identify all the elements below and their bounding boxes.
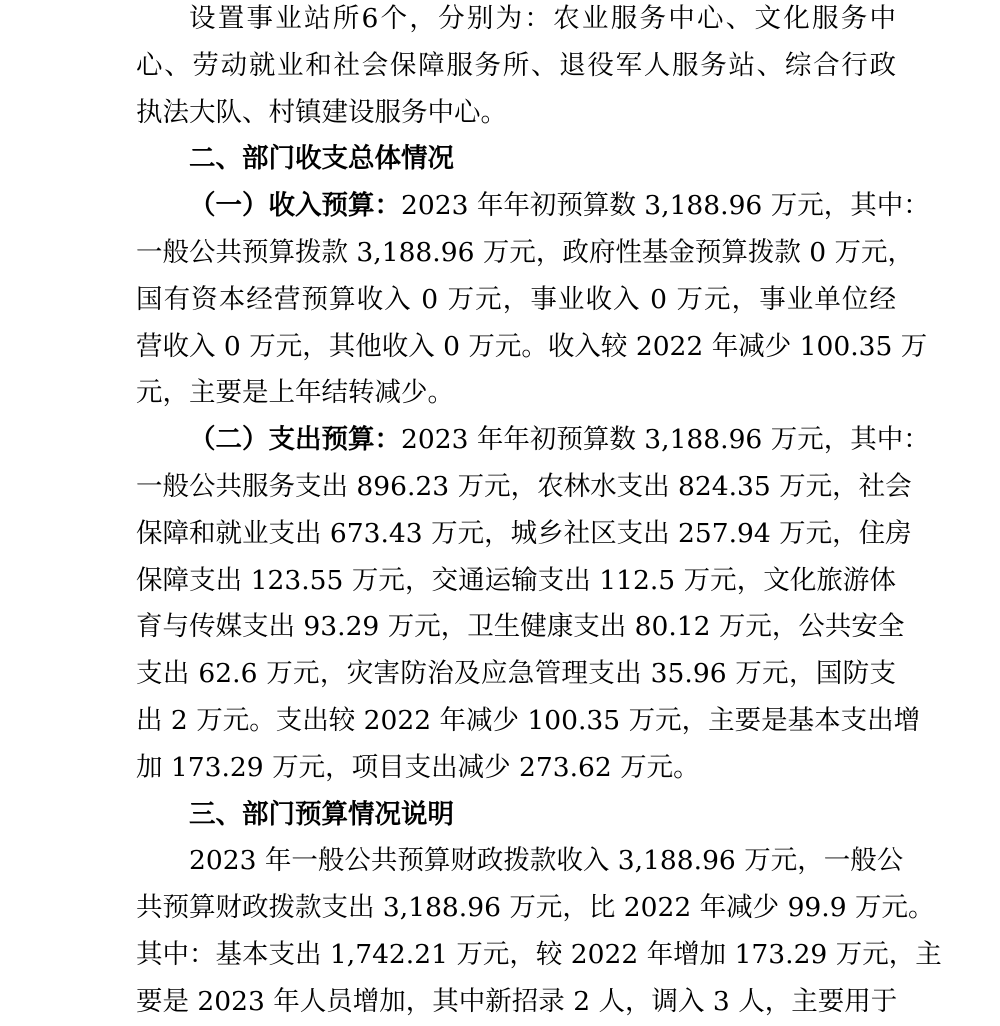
expense-line-4: 保障支出 123.55 万元，交通运输支出 112.5 万元，文化旅游体 xyxy=(136,564,896,596)
intro-line-1: 设置事业站所6个，分别为：农业服务中心、文化服务中 xyxy=(189,3,896,34)
income-line-1-text: 2023 年年初预算数 3,188.96 万元，其中： xyxy=(401,190,930,222)
expense-line-6: 支出 62.6 万元，灾害防治及应急管理支出 35.96 万元，国防支 xyxy=(136,658,896,690)
document-page xyxy=(136,0,942,1026)
budget-line-3: 其中：基本支出 1,742.21 万元，较 2022 年增加 173.29 万元，主 xyxy=(136,938,942,970)
income-line-3: 国有资本经营预算收入 0 万元，事业收入 0 万元，事业单位经 xyxy=(136,283,896,315)
income-line-4: 营收入 0 万元，其他收入 0 万元。收入较 2022 年减少 100.35 万 xyxy=(136,330,928,362)
expense-line-5: 育与传媒支出 93.29 万元，卫生健康支出 80.12 万元，公共安全 xyxy=(136,611,905,643)
expense-line-8: 加 173.29 万元，项目支出减少 273.62 万元。 xyxy=(136,751,700,783)
budget-line-4: 要是 2023 年人员增加，其中新招录 2 人，调入 3 人，主要用于 xyxy=(136,985,898,1017)
income-line-1 xyxy=(136,183,930,230)
expense-line-2: 一般公共服务支出 896.23 万元，农林水支出 824.35 万元，社会 xyxy=(136,470,912,502)
intro-line-2: 心、劳动就业和社会保障服务所、退役军人服务站、综合行政 xyxy=(136,49,896,81)
expense-line-1 xyxy=(136,417,930,464)
intro-line-3: 执法大队、村镇建设服务中心。 xyxy=(136,96,507,128)
section-heading-3: 三、部门预算情况说明 xyxy=(189,798,454,830)
expense-line-7: 出 2 万元。支出较 2022 年减少 100.35 万元，主要是基本支出增 xyxy=(136,704,921,736)
expense-line-1-text: 2023 年年初预算数 3,188.96 万元，其中： xyxy=(401,424,930,456)
section-heading-2: 二、部门收支总体情况 xyxy=(189,143,454,175)
budget-line-1: 2023 年一般公共预算财政拨款收入 3,188.96 万元，一般公 xyxy=(189,845,904,877)
income-line-2: 一般公共预算拨款 3,188.96 万元，政府性基金预算拨款 0 万元， xyxy=(136,236,915,268)
expense-line-3: 保障和就业支出 673.43 万元，城乡社区支出 257.94 万元，住房 xyxy=(136,517,912,549)
budget-line-2: 共预算财政拨款支出 3,188.96 万元，比 2022 年减少 99.9 万元。 xyxy=(136,892,935,924)
income-label: （一）收入预算： xyxy=(189,190,401,222)
income-line-5: 元，主要是上年结转减少。 xyxy=(136,377,454,409)
expense-label: （二）支出预算： xyxy=(189,424,401,456)
